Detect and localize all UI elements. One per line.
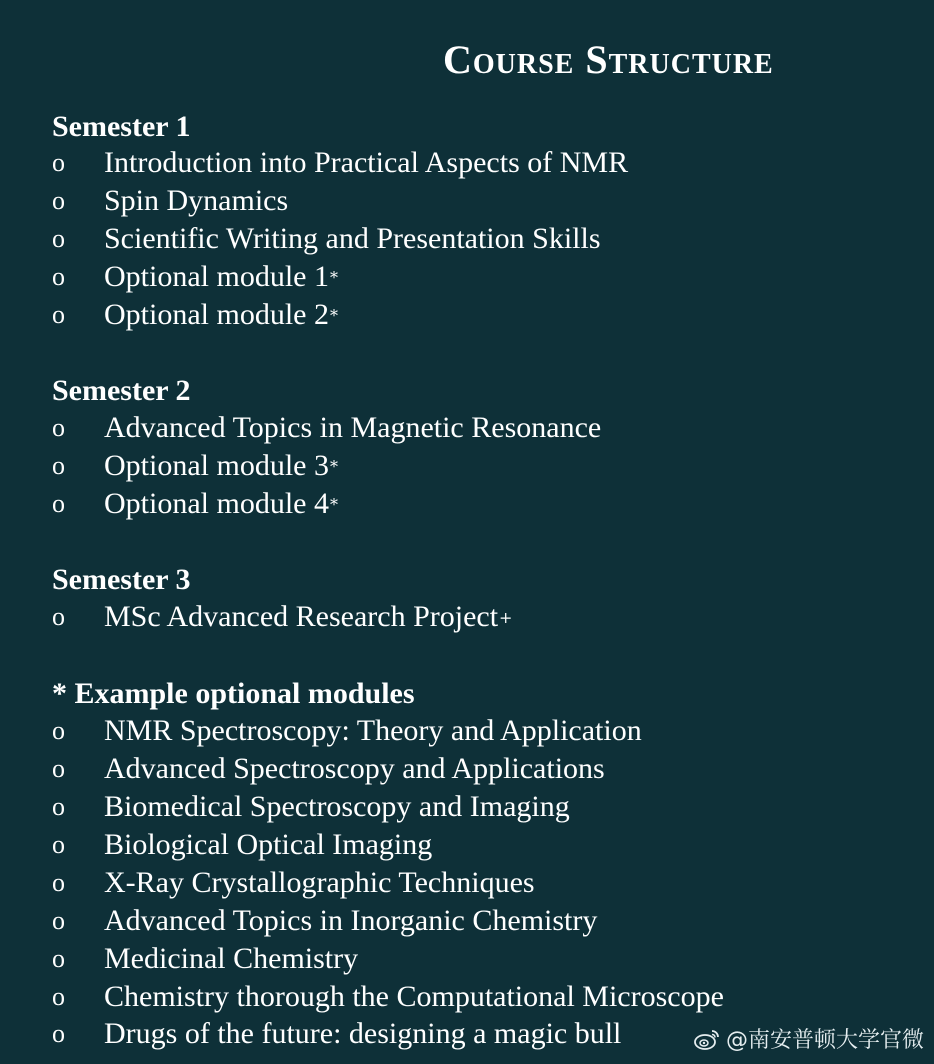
list-item: [52, 144, 629, 182]
list-item: [52, 220, 602, 258]
bullet: o: [52, 716, 65, 745]
list-item: [52, 296, 338, 334]
list-item-text: NMR Spectroscopy: Theory and Application: [104, 714, 642, 747]
list-item: [52, 750, 605, 788]
list-item: [52, 712, 642, 750]
bullet: o: [52, 300, 65, 329]
footnote-marker: *: [329, 267, 338, 287]
bullet: o: [52, 944, 65, 973]
list-item-text: Spin Dynamics: [104, 184, 289, 217]
list-item-text: Drugs of the future: designing a magic bull: [104, 1017, 622, 1050]
bullet: o: [52, 186, 65, 215]
list-item-text: Optional module 1: [104, 260, 329, 293]
list-item-text: Chemistry thorough the Computational Microscope: [104, 980, 724, 1013]
bullet: o: [52, 602, 65, 631]
footnote-marker: *: [329, 456, 338, 476]
bullet: o: [52, 982, 65, 1011]
bullet: o: [52, 830, 65, 859]
list-item: [52, 182, 289, 220]
list-item-text: Scientific Writing and Presentation Skills: [104, 222, 601, 255]
list-item-text: Biomedical Spectroscopy and Imaging: [104, 790, 570, 823]
list-item-text: Advanced Spectroscopy and Applications: [104, 752, 605, 785]
list-item: [52, 258, 338, 296]
bullet: o: [52, 451, 65, 480]
list-item-text: X-Ray Crystallographic Techniques: [104, 866, 535, 899]
list-item: [52, 940, 358, 978]
list-item: [52, 598, 512, 636]
semester-1-heading: Semester 1: [52, 110, 191, 143]
list-item-text: Biological Optical Imaging: [104, 828, 433, 861]
list-item: [52, 826, 432, 864]
bullet: o: [52, 262, 65, 291]
bullet: o: [52, 413, 65, 442]
list-item: [52, 864, 535, 902]
list-item: [52, 902, 597, 940]
bullet: o: [52, 792, 65, 821]
list-item-text: Optional module 4: [104, 487, 329, 520]
list-item-text: Optional module 2: [104, 298, 329, 331]
list-item: [52, 978, 724, 1016]
weibo-icon: [694, 1028, 720, 1050]
list-item: [52, 788, 570, 826]
list-item: [52, 485, 338, 523]
list-item-text: Advanced Topics in Inorganic Chemistry: [104, 904, 598, 937]
list-item-text: Advanced Topics in Magnetic Resonance: [104, 411, 602, 444]
semester-2-heading: Semester 2: [52, 374, 191, 407]
optional-modules-heading: * Example optional modules: [52, 677, 415, 710]
semester-3-heading: Semester 3: [52, 563, 191, 596]
bullet: o: [52, 1019, 65, 1048]
bullet: o: [52, 868, 65, 897]
bullet: o: [52, 148, 65, 177]
bullet: o: [52, 906, 65, 935]
list-item-text: MSc Advanced Research Project: [104, 600, 499, 633]
list-item-text: Introduction into Practical Aspects of NMR: [104, 146, 629, 179]
bullet: o: [52, 489, 65, 518]
list-item-text: Optional module 3: [104, 449, 329, 482]
list-item: [52, 1015, 621, 1053]
bullet: o: [52, 224, 65, 253]
footnote-marker: +: [499, 607, 513, 627]
list-item: [52, 447, 338, 485]
footnote-marker: *: [329, 494, 338, 514]
watermark-text: @南安普顿大学官微: [725, 1028, 924, 1053]
list-item: [52, 409, 602, 447]
watermark: [694, 1023, 924, 1054]
bullet: o: [52, 754, 65, 783]
page-title: Course Structure: [443, 37, 774, 82]
list-item-text: Medicinal Chemistry: [104, 942, 359, 975]
footnote-marker: *: [329, 305, 338, 325]
